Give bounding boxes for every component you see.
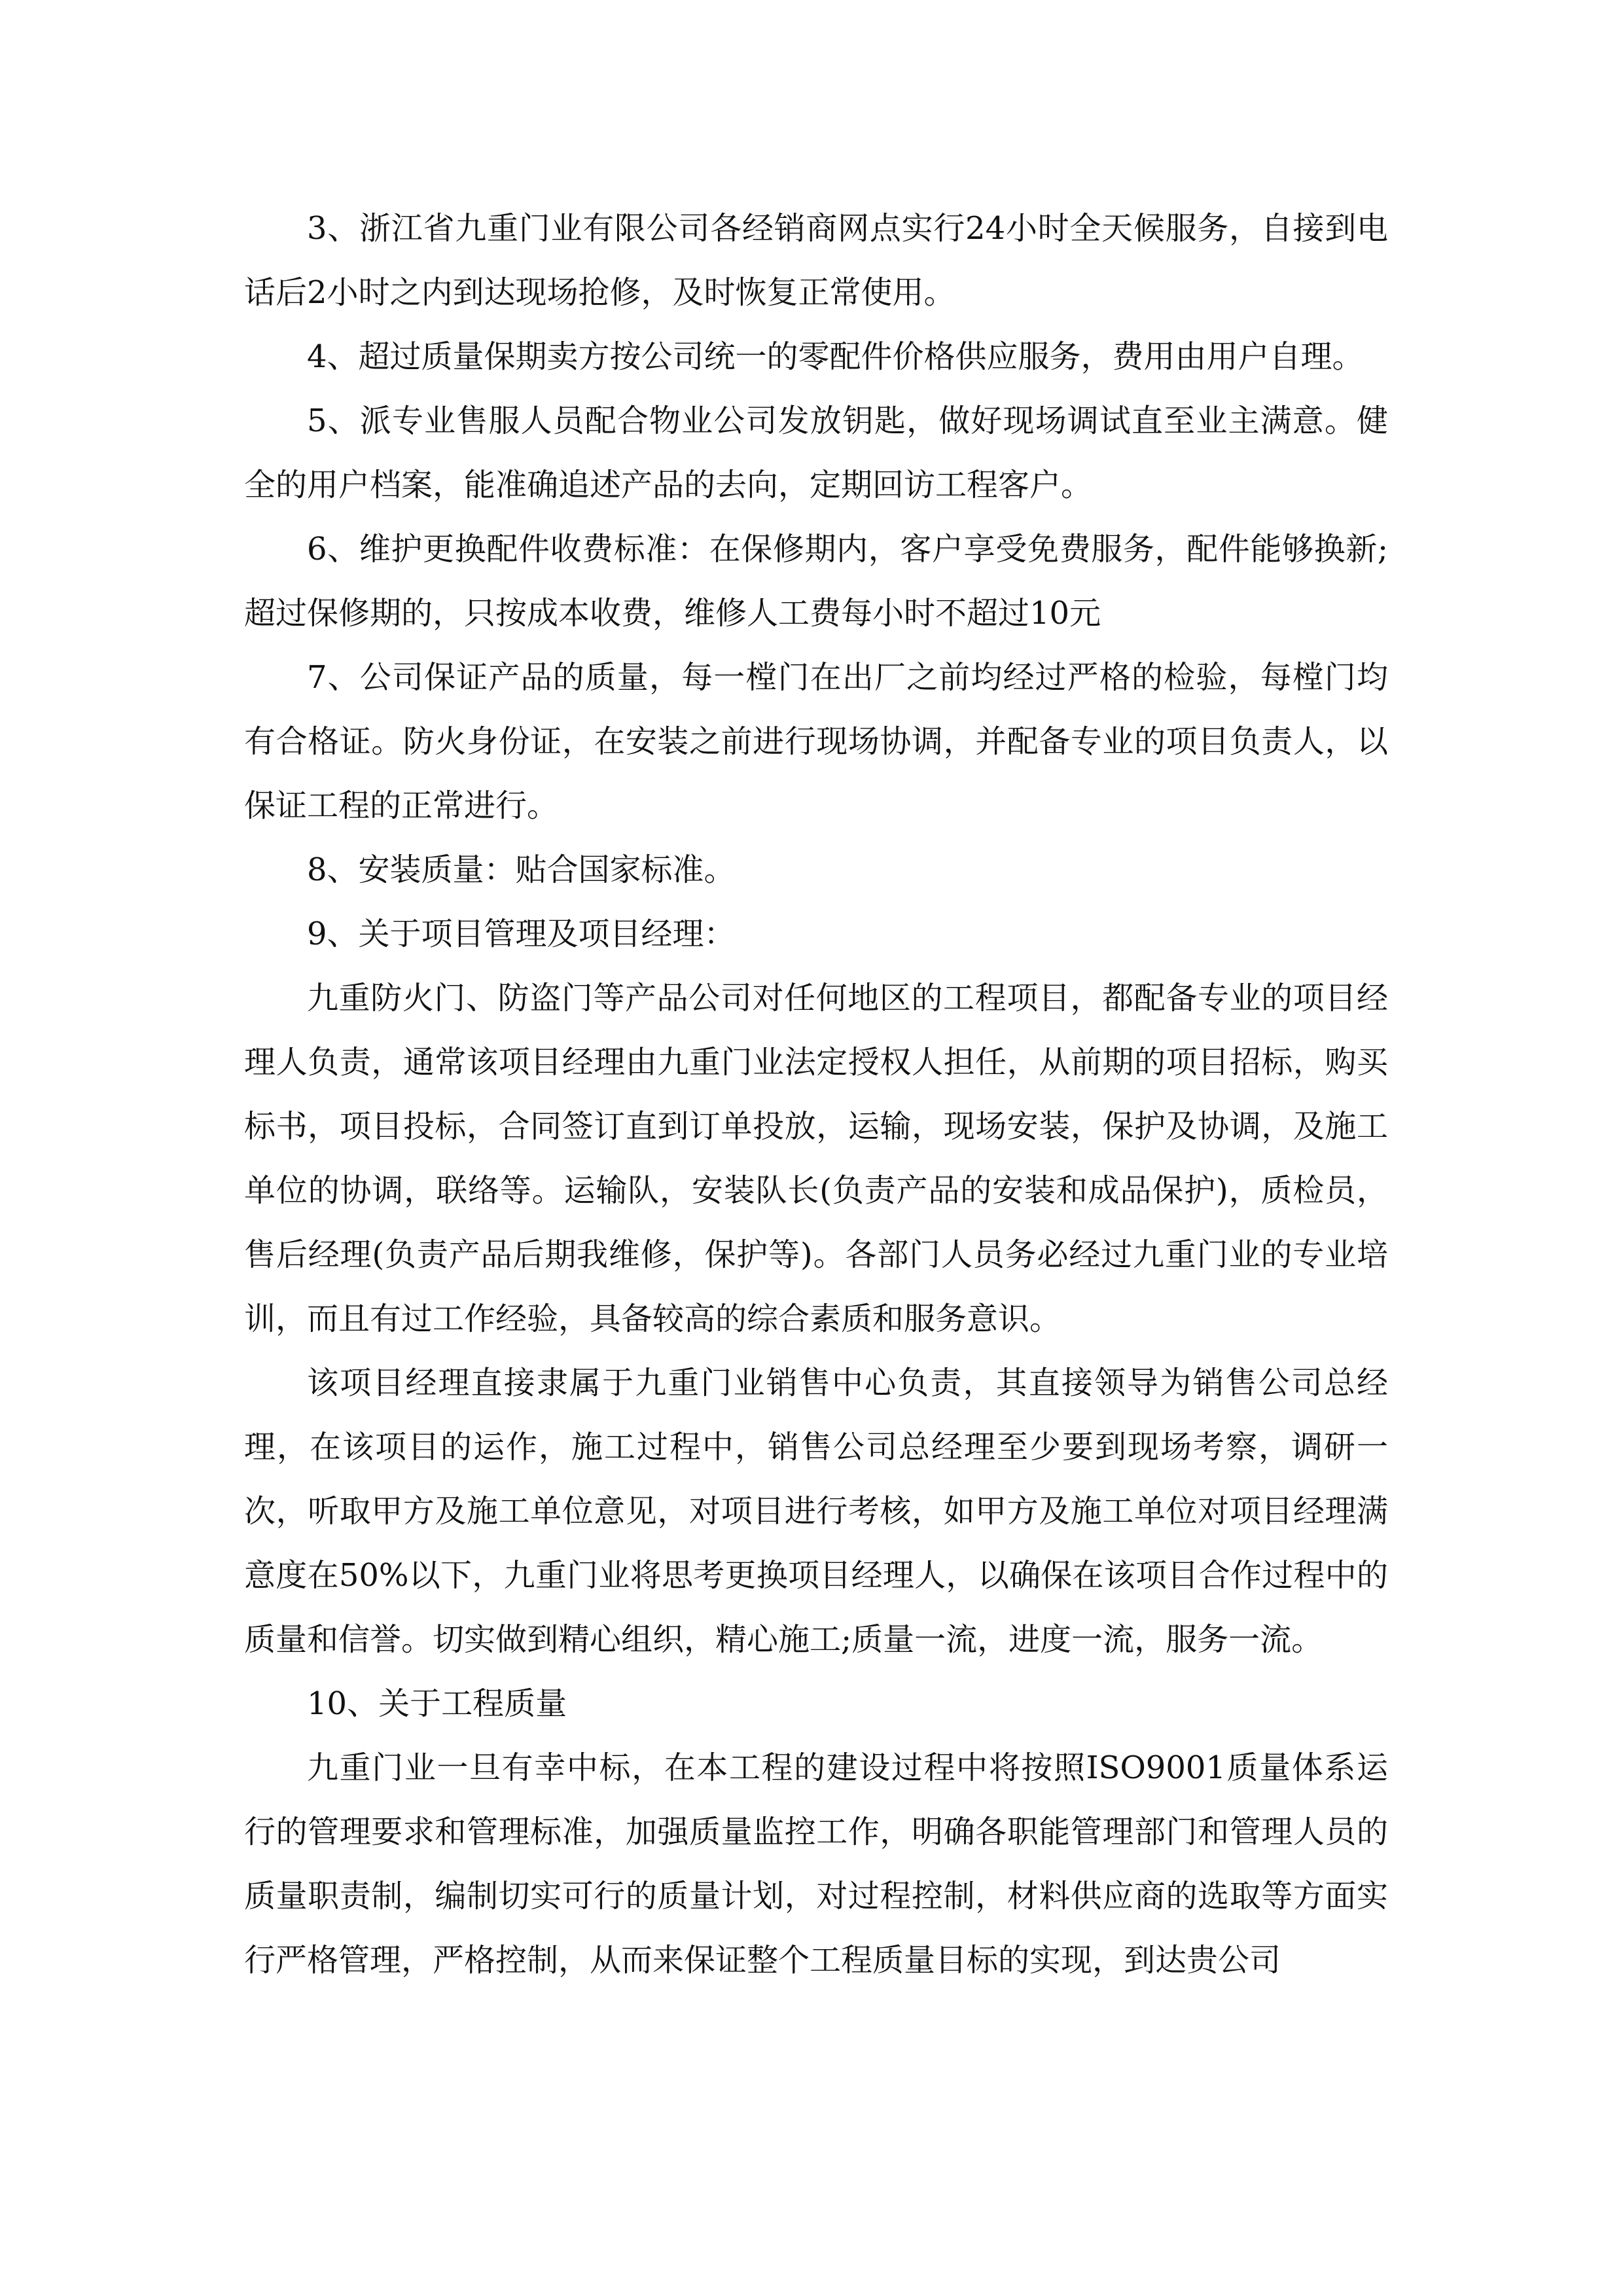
- paragraph-item-5-after-sales: 5、派专业售服人员配合物业公司发放钥匙，做好现场调试直至业主满意。健全的用户档案，能准确追述产品的去向，定期回访工程客户。: [244, 403, 1388, 503]
- paragraph-manager-responsibility: 该项目经理直接隶属于九重门业销售中心负责，其直接领导为销售公司总经理，在该项目的运作，施工过程中，销售公司总经理至少要到现场考察，调研一次，听取甲方及施工单位意见，对项目进行考核，如甲方及施工单位对项目经理满意度在50%以下，九重门业将思考更换项目经理人，以确保在该项目合作过程中的质量和信誉。切实做到精心组织，精心施工;质量一流，进度一流，服务一流。: [244, 1365, 1388, 1658]
- paragraph-item-3-service: 3、浙江省九重门业有限公司各经销商网点实行24小时全天候服务，自接到电话后2小时之内到达现场抢修，及时恢复正常使用。: [244, 210, 1388, 311]
- paragraph-item-7-quality: 7、公司保证产品的质量，每一樘门在出厂之前均经过严格的检验，每樘门均有合格证。防火身份证，在安装之前进行现场协调，并配备专业的项目负责人，以保证工程的正常进行。: [244, 659, 1388, 824]
- paragraph-item-10-heading: 10、关于工程质量: [307, 1685, 567, 1722]
- document-body: [244, 196, 1388, 1992]
- paragraph-item-8-installation: 8、安装质量：贴合国家标准。: [307, 852, 736, 888]
- paragraph-project-manager: 九重防火门、防盗门等产品公司对任何地区的工程项目，都配备专业的项目经理人负责，通常该项目经理由九重门业法定授权人担任，从前期的项目招标，购买标书，项目投标，合同签订直到订单投放，运输，现场安装，保护及协调，及施工单位的协调，联络等。运输队，安装队长(负责产品的安装和成品保护)，质检员，售后经理(负责产品后期我维修，保护等)。各部门人员务必经过九重门业的专业培训，而且有过工作经验，具备较高的综合素质和服务意识。: [244, 980, 1388, 1337]
- paragraph-engineering-quality: 九重门业一旦有幸中标，在本工程的建设过程中将按照ISO9001质量体系运行的管理要求和管理标准，加强质量监控工作，明确各职能管理部门和管理人员的质量职责制，编制切实可行的质量计划，对过程控制，材料供应商的选取等方面实行严格管理，严格控制，从而来保证整个工程质量目标的实现，到达贵公司: [244, 1749, 1388, 1979]
- paragraph-item-9-heading: 9、关于项目管理及项目经理：: [307, 916, 736, 952]
- paragraph-item-6-fees: 6、维护更换配件收费标准：在保修期内，客户享受免费服务，配件能够换新;超过保修期的，只按成本收费，维修人工费每小时不超过10元: [244, 531, 1388, 632]
- paragraph-item-4-parts-pricing: 4、超过质量保期卖方按公司统一的零配件价格供应服务，费用由用户自理。: [307, 338, 1364, 375]
